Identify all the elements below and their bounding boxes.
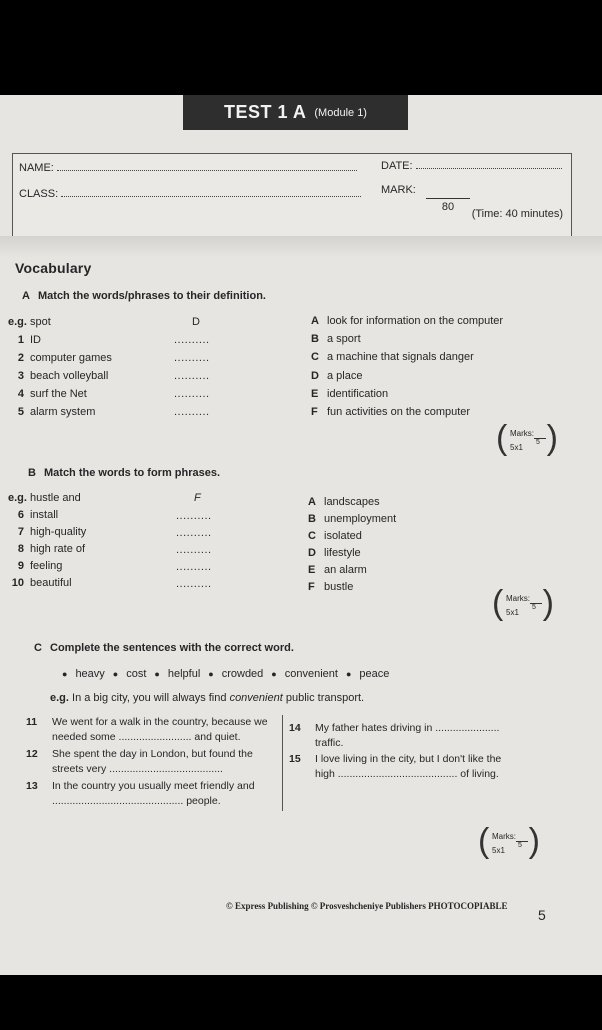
sentence-line[interactable]: My father hates driving in ...................... (315, 722, 500, 734)
section-a-title (22, 290, 266, 302)
name-field[interactable] (57, 163, 357, 171)
example-label: e.g. (50, 692, 69, 704)
section-b-item (8, 492, 81, 504)
section-c-marks (478, 822, 540, 862)
sentence-line: I love living in the city, but I don't like the (315, 753, 502, 765)
section-c-example (50, 692, 364, 704)
section-a-item (8, 370, 108, 382)
fraction-line (426, 198, 470, 199)
section-b-title (28, 467, 220, 479)
sentence-number: 12 (26, 748, 38, 760)
section-a-option (311, 388, 388, 400)
section-a-item (8, 316, 51, 328)
word-bank-item: cost (126, 668, 147, 680)
module-label: (Module 1) (314, 106, 367, 119)
option-text: unemployment (324, 513, 397, 525)
sentence-line[interactable]: high ......................................... of living. (315, 768, 499, 780)
option-letter: F (311, 406, 318, 418)
section-b-option (308, 564, 367, 576)
section-a-instruction: Match the words/phrases to their definition. (38, 290, 266, 302)
option-letter: A (308, 496, 316, 508)
answer-blank[interactable]: .......... (176, 578, 212, 590)
answer-blank[interactable]: .......... (176, 561, 212, 573)
item-text: high rate of (30, 543, 86, 555)
sentence-number: 13 (26, 780, 38, 792)
answer-blank[interactable]: .......... (176, 510, 212, 522)
mark-total: 80 (441, 201, 455, 213)
section-a-item (8, 334, 41, 346)
paren-left: ( (478, 822, 490, 860)
marks-denominator: 5x1 (492, 846, 505, 855)
mark-row (381, 184, 416, 196)
item-number: 9 (17, 560, 24, 572)
item-number: e.g. (8, 316, 27, 328)
sentence-text (315, 752, 501, 782)
item-number: 3 (17, 370, 24, 382)
marks-denominator: 5x1 (510, 443, 523, 452)
word-bank (62, 668, 389, 680)
section-a-option (311, 315, 503, 327)
marks-label: Marks: (506, 594, 530, 603)
bullet: ● (112, 669, 119, 679)
item-text: feeling (30, 560, 63, 572)
bullet: ● (154, 669, 160, 679)
section-b-option (308, 581, 353, 593)
section-b-item (8, 543, 85, 555)
answer-blank[interactable]: .......... (174, 370, 210, 382)
answer-blank[interactable]: .......... (176, 527, 212, 539)
option-text: a machine that signals danger (327, 351, 474, 363)
option-letter: B (308, 513, 316, 525)
option-text: identification (327, 388, 389, 400)
class-field[interactable] (61, 189, 361, 197)
marks-denominator: 5x1 (506, 608, 519, 617)
copyright-footer: © Express Publishing © Prosveshcheniye Publishers PHOTOCOPIABLE (226, 901, 508, 911)
section-b-item (8, 577, 72, 589)
sentence-line: She spent the day in London, but found the (52, 748, 253, 760)
sentence-line: In the country you usually meet friendly and (52, 780, 255, 792)
word-bank-item: convenient (284, 668, 338, 680)
page-number: 5 (538, 907, 546, 923)
item-text: high-quality (30, 526, 87, 538)
sentence-line[interactable]: ............................................. people. (52, 795, 221, 807)
section-b-option (308, 547, 361, 559)
marks-total: 5 (536, 439, 540, 446)
option-text: a sport (327, 333, 361, 345)
time-limit: (Time: 40 minutes) (471, 208, 563, 220)
section-b-option (308, 496, 380, 508)
sentence-line[interactable]: streets very ....................................... (52, 763, 223, 775)
option-letter: D (308, 547, 316, 559)
word-bank-item: helpful (167, 668, 201, 680)
sentence-line: traffic. (315, 737, 344, 749)
item-number: e.g. (8, 492, 27, 504)
item-text: surf the Net (30, 388, 87, 400)
item-number: 4 (17, 388, 24, 400)
class-row (19, 188, 361, 200)
option-letter: E (308, 564, 316, 576)
item-text: beach volleyball (30, 370, 109, 382)
marks-label: Marks: (492, 832, 516, 841)
sentence-line: We went for a walk in the country, because we (52, 716, 268, 728)
sentence-text (52, 779, 255, 809)
section-b-item (8, 560, 62, 572)
page-shadow (0, 236, 602, 258)
option-text: isolated (324, 530, 362, 542)
option-text: a place (327, 370, 363, 382)
option-letter: D (311, 370, 319, 382)
section-a-option (311, 406, 470, 418)
word-bank-item: heavy (75, 668, 105, 680)
example-answer: D (192, 316, 200, 328)
section-c-letter: C (34, 642, 42, 654)
word-bank-item: peace (359, 668, 390, 680)
section-b-item (8, 509, 58, 521)
section-b-instruction: Match the words to form phrases. (44, 467, 221, 479)
option-text: lifestyle (324, 547, 361, 559)
example-answer-word: convenient (229, 692, 283, 704)
section-b-marks (492, 584, 554, 624)
item-number: 5 (17, 406, 24, 418)
item-text: hustle and (30, 492, 81, 504)
word-bank-item: crowded (221, 668, 264, 680)
answer-blank[interactable]: .......... (174, 352, 210, 364)
section-b-option (308, 513, 396, 525)
vocabulary-heading: Vocabulary (15, 260, 92, 276)
sentence-line[interactable]: needed some ......................... and quiet. (52, 731, 241, 743)
example-answer: F (194, 492, 201, 504)
item-number: 6 (17, 509, 24, 521)
answer-blank[interactable]: .......... (174, 334, 210, 346)
column-divider (282, 715, 283, 811)
sentence-number: 11 (26, 716, 38, 728)
example-text-start: In a big city, you will always find (72, 692, 227, 704)
bullet: ● (345, 669, 352, 679)
test-title: TEST 1 A (224, 102, 307, 122)
answer-blank[interactable]: .......... (176, 544, 212, 556)
option-text: bustle (324, 581, 354, 593)
item-text: ID (30, 334, 41, 346)
section-b-option (308, 530, 362, 542)
paren-right: ) (528, 822, 540, 860)
section-a-letter: A (22, 290, 30, 302)
class-label: CLASS: (19, 188, 59, 200)
item-text: computer games (30, 352, 112, 364)
section-a-marks (496, 419, 558, 459)
section-b-item (8, 526, 86, 538)
date-label: DATE: (381, 160, 413, 172)
bullet: ● (62, 669, 68, 679)
section-c-title (34, 642, 294, 654)
test-title-banner (183, 95, 408, 130)
mark-score-field[interactable] (426, 190, 470, 198)
option-text: an alarm (324, 564, 367, 576)
bullet: ● (208, 669, 214, 679)
marks-total: 5 (532, 604, 536, 611)
paren-right: ) (546, 419, 558, 457)
answer-blank[interactable]: .......... (174, 388, 210, 400)
option-letter: F (308, 581, 315, 593)
option-text: look for information on the computer (327, 315, 504, 327)
option-letter: C (308, 530, 316, 542)
option-text: landscapes (324, 496, 380, 508)
item-text: alarm system (30, 406, 96, 418)
answer-blank[interactable]: .......... (174, 406, 210, 418)
sentence-text (52, 715, 268, 745)
section-a-option (311, 351, 474, 363)
option-letter: B (311, 333, 319, 345)
sentence-text (52, 747, 253, 777)
section-b-letter: B (28, 467, 36, 479)
item-number: 10 (11, 577, 24, 589)
section-a-option (311, 370, 362, 382)
option-letter: E (311, 388, 319, 400)
section-a-option (311, 333, 361, 345)
item-text: install (30, 509, 59, 521)
bullet: ● (271, 669, 277, 679)
option-letter: A (311, 315, 319, 327)
marks-total: 5 (518, 842, 522, 849)
option-letter: C (311, 351, 319, 363)
sentence-number: 15 (289, 753, 301, 765)
name-row (19, 162, 357, 174)
section-a-item (8, 388, 87, 400)
paren-left: ( (496, 419, 508, 457)
sentence-text (315, 721, 499, 751)
item-number: 2 (17, 352, 24, 364)
item-number: 7 (17, 526, 24, 538)
option-text: fun activities on the computer (327, 406, 471, 418)
item-text: beautiful (30, 577, 72, 589)
sentence-number: 14 (289, 722, 301, 734)
paren-right: ) (542, 584, 554, 622)
name-label: NAME: (19, 162, 54, 174)
marks-label: Marks: (510, 429, 534, 438)
paren-left: ( (492, 584, 504, 622)
section-a-item (8, 352, 112, 364)
mark-label: MARK: (381, 184, 416, 196)
worksheet-page (0, 95, 602, 975)
item-text: spot (30, 316, 51, 328)
item-number: 1 (17, 334, 24, 346)
section-c-instruction: Complete the sentences with the correct word. (50, 642, 294, 654)
item-number: 8 (17, 543, 24, 555)
date-row (381, 160, 562, 172)
mark-fraction (426, 190, 470, 213)
example-text-end: public transport. (285, 692, 365, 704)
date-field[interactable] (416, 161, 562, 169)
section-a-item (8, 406, 95, 418)
